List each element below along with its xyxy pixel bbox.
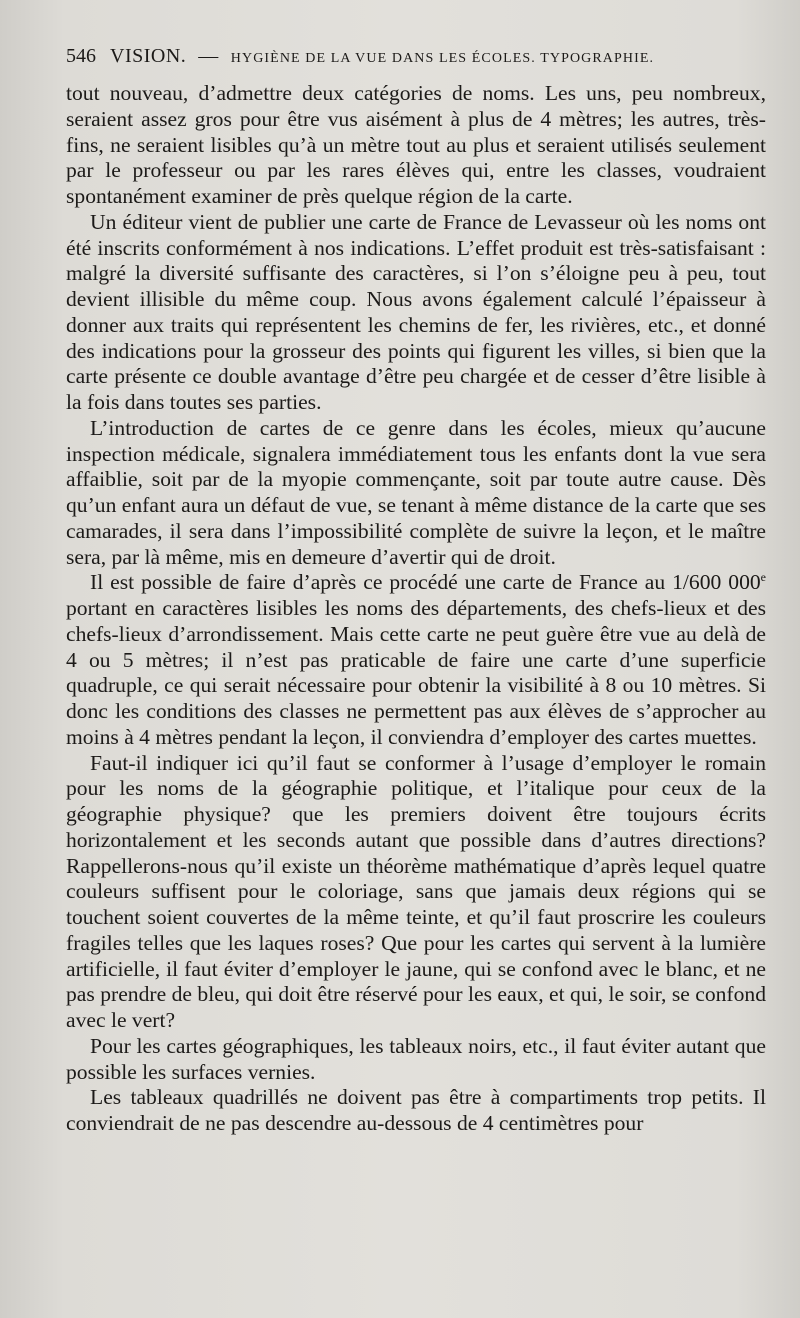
ordinal-superscript: e — [760, 570, 766, 585]
body-text — [66, 81, 766, 1137]
paragraph-3: L’introduction de cartes de ce genre dans les écoles, mieux qu’aucune inspection médicale, signalera immédiatement tous les enfants dont la vue sera affaiblie, soit par de la myopie commençante, soit par toute autre cause. Dès qu’un enfant aura un défaut de vue, se tenant à même distance de la carte que ses camarades, il sera dans l’impossibilité complète de suivre la leçon, et le maître sera, par là même, mis en demeure d’avertir qui de droit. — [66, 415, 766, 569]
running-head — [66, 44, 766, 71]
paragraph-4 — [66, 570, 766, 750]
page-number: 546 — [66, 45, 96, 67]
paragraph-6: Pour les cartes géographiques, les tableaux noirs, etc., il faut éviter autant que possible les surfaces vernies. — [66, 1033, 766, 1084]
paragraph-2: Un éditeur vient de publier une carte de France de Levasseur où les noms ont été inscrits conformément à nos indications. L’effet produit est très-satisfaisant : malgré la diversité suffisante des caractères, si l’on s’éloigne peu à peu, tout devient illisible du même coup. Nous avons également calculé l’épaisseur à donner aux traits qui représentent les chemins de fer, les rivières, etc., et donné des indications pour la grosseur des points qui figurent les villes, si bien que la carte présente ce double avantage d’être peu chargée et de cesser d’être lisible à la fois dans toutes ses parties. — [66, 209, 766, 414]
paragraph-4-rest: portant en caractères lisibles les noms des départements, des chefs-lieux et des chefs-lieux d’arrondissement. Mais cette carte ne peut guère être vue au delà de 4 ou 5 mètres; il n’est pas praticable de faire une carte d’une superficie quadruple, ce qui serait nécessaire pour obtenir la visibilité à 8 ou 10 mètres. Si donc les conditions des classes ne permettent pas aux élèves de s’approcher au moins à 4 mètres pendant la leçon, il conviendra d’employer des cartes muettes. — [66, 596, 766, 749]
paragraph-1: tout nouveau, d’admettre deux catégories de noms. Les uns, peu nombreux, seraient assez gros pour être vus aisément à plus de 4 mètres; les autres, très-fins, ne seraient lisibles qu’à un mètre tout au plus et seraient utilisés seulement par le professeur ou par les rares élèves qui, entre les classes, voudraient spontanément examiner de près quelque région de la carte. — [66, 81, 766, 208]
paragraph-5: Faut-il indiquer ici qu’il faut se conformer à l’usage d’employer le romain pour les noms de la géographie politique, et l’italique pour ceux de la géographie physique? que les premiers doivent être toujours écrits horizontalement et les seconds autant que possible dans d’autres directions? Rappellerons-nous qu’il existe un théorème mathématique d’après lequel quatre couleurs suffisent pour le coloriage, sans que jamais deux régions qui se touchent soient couvertes de la même teinte, et qu’il faut proscrire les couleurs fragiles telles que les laques roses? Que pour les cartes qui servent à la lumière artificielle, il faut éviter d’employer le jaune, qui se confond avec le blanc, et ne pas prendre de bleu, qui doit être réservé pour les eaux, et qui, le soir, se confond avec le vert? — [66, 750, 766, 1032]
paragraph-4-start: Il est possible de faire d’après ce procédé une carte de France au 1/600 000 — [90, 570, 761, 595]
running-head-title: VISION. — [110, 45, 187, 67]
running-head-dash: — — [198, 45, 219, 67]
paragraph-7: Les tableaux quadrillés ne doivent pas être à compartiments trop petits. Il conviendrait de ne pas descendre au-dessous de 4 centimètres pour — [66, 1085, 766, 1135]
running-head-subtitle: HYGIÈNE DE LA VUE DANS LES ÉCOLES. TYPOGRAPHIE. — [230, 51, 655, 66]
